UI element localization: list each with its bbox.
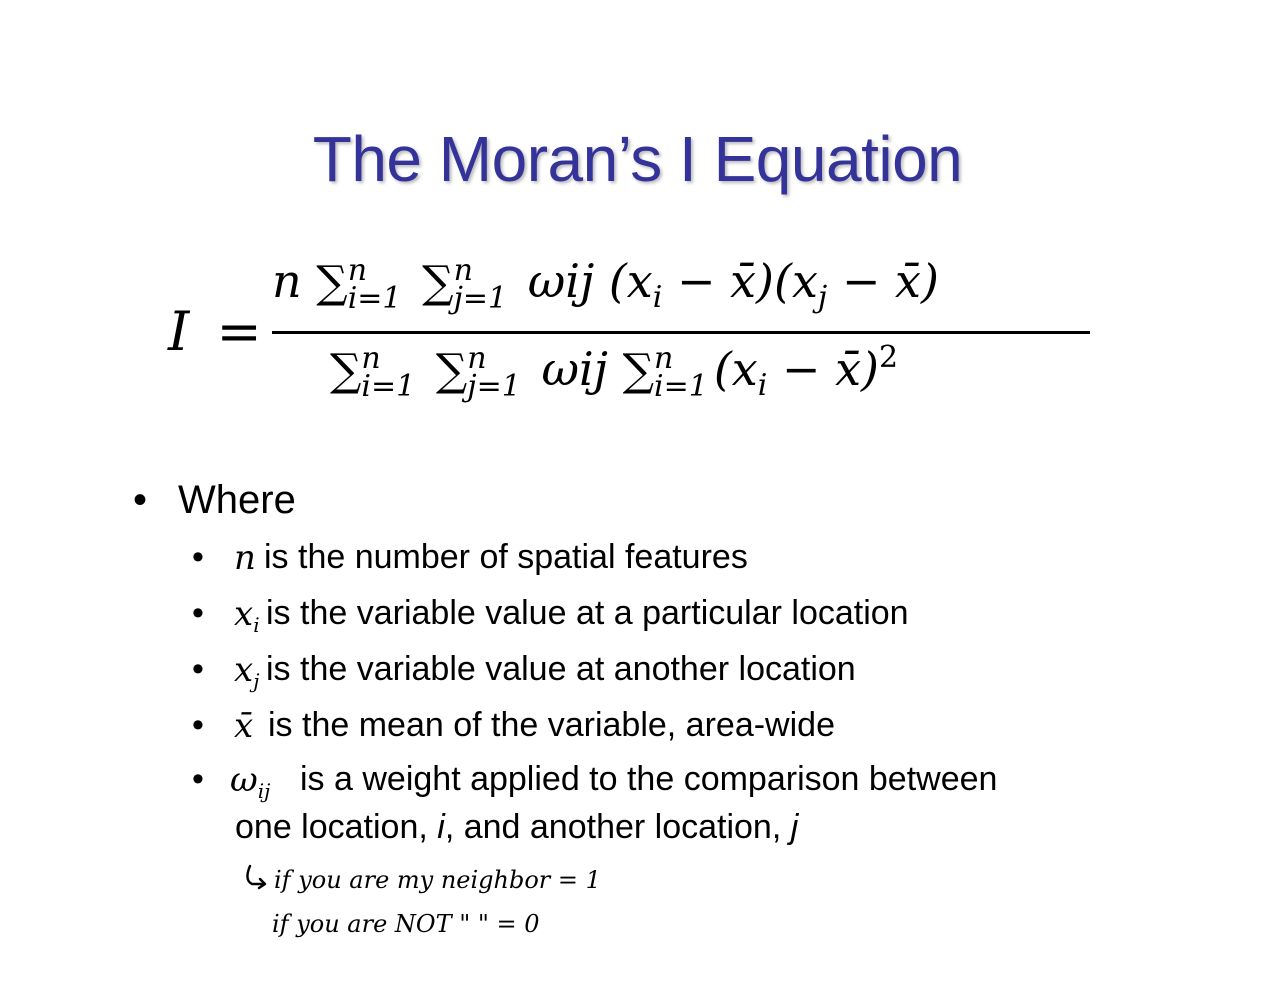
definition-text: is the mean of the variable, area-wide bbox=[268, 706, 835, 744]
sum-sign: ∑ bbox=[316, 257, 348, 308]
definition-symbol: $\omega_{ij}$ bbox=[230, 760, 271, 803]
equation-I: I bbox=[168, 300, 190, 363]
numerator-term1: ($x_i$ − x̄) bbox=[608, 254, 775, 315]
bullet-dot: • bbox=[192, 594, 204, 632]
sum-limits: n i=1 bbox=[347, 253, 402, 316]
sum-limits: n i=1 bbox=[653, 341, 708, 404]
definition-text: is the variable value at another location bbox=[266, 650, 856, 688]
bullet-dot: • bbox=[192, 760, 204, 798]
equation-numerator bbox=[272, 254, 939, 315]
sum-sign: ∑ bbox=[330, 345, 362, 396]
sum-limits: n i=1 bbox=[361, 341, 416, 404]
bullet-dot: • bbox=[192, 538, 204, 576]
bullet-dot: • bbox=[192, 706, 204, 744]
numerator-weight: ωij bbox=[527, 254, 595, 308]
definition-text: is a weight applied to the comparison between bbox=[300, 760, 998, 798]
definition-symbol: x̄ bbox=[234, 706, 254, 746]
denominator-weight: ωij bbox=[541, 342, 608, 396]
definition-symbol: n bbox=[234, 538, 256, 578]
numerator-term2: ($x_j$ − x̄) bbox=[774, 254, 939, 315]
bullet-dot: • bbox=[192, 650, 204, 688]
bullet-dot: • bbox=[133, 478, 148, 522]
sum-sign: ∑ bbox=[622, 345, 654, 396]
sum-sign: ∑ bbox=[422, 257, 454, 308]
sum-sign: ∑ bbox=[435, 345, 468, 396]
sum-limits: n j=1 bbox=[453, 253, 508, 316]
handwritten-line-1: if you are my neighbor = 1 bbox=[274, 866, 601, 894]
fraction-bar bbox=[272, 331, 1090, 334]
equation-denominator bbox=[330, 340, 898, 403]
handwritten-line-2: if you are NOT " " = 0 bbox=[272, 910, 540, 938]
definition-text: is the variable value at a particular location bbox=[266, 594, 909, 632]
slide-title: The Moran’s I Equation bbox=[312, 123, 963, 195]
definition-symbol: $x_j$ bbox=[234, 650, 260, 693]
equation-lhs bbox=[168, 300, 262, 363]
denominator-term: ($x_i$ − x̄)$^2$ bbox=[713, 340, 899, 403]
numerator-n: n bbox=[272, 254, 302, 308]
sum-limits: n j=1 bbox=[467, 341, 521, 404]
where-label: Where bbox=[178, 478, 296, 522]
definition-symbol: $x_i$ bbox=[234, 594, 260, 637]
definition-text: is the number of spatial features bbox=[264, 538, 748, 576]
definition-continuation: one location, i, and another location, j bbox=[235, 808, 799, 846]
handwritten-note bbox=[238, 858, 658, 948]
equation-equals: = bbox=[216, 300, 262, 363]
